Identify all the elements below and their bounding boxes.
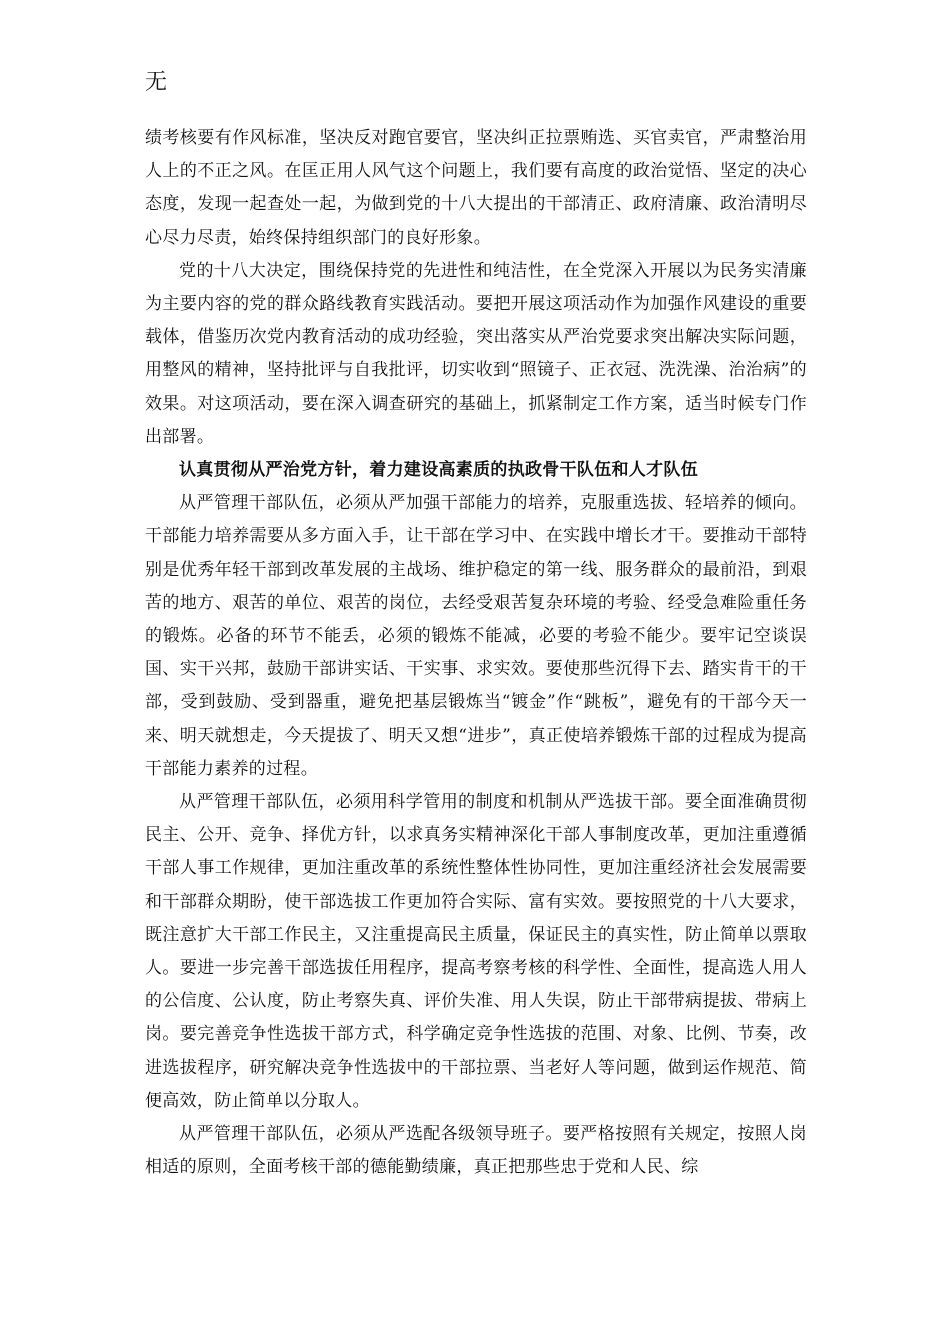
- paragraph-education-campaign: 党的十八大决定，围绕保持党的先进性和纯洁性，在全党深入开展以为民务实清廉为主要内容的党的群众路线教育实践活动。要把开展这项活动作为加强作风建设的重要载体，借鉴历次党内教育活动的成功经验，突出落实从严治党要求突出解决实际问题，用整风的精神，坚持批评与自我批评，切实收到“照镜子、正衣冠、洗洗澡、治治病”的效果。对这项活动，要在深入调查研究的基础上，抓紧制定工作方案，适当时候专门作出部署。: [145, 260, 807, 447]
- paragraph-leadership-teams: 从严管理干部队伍，必须从严选配各级领导班子。要严格按照有关规定，按照人岗相适的原则，全面考核干部的德能勤绩廉，真正把那些忠于党和人民、综: [145, 1124, 807, 1178]
- paragraph-continued: 绩考核要有作风标准，坚决反对跑官要官，坚决纠正拉票贿选、买官卖官，严肃整治用人上的不正之风。在匡正用人风气这个问题上，我们要有高度的政治觉悟、坚定的决心态度，发现一起查处一起，为做到党的十八大提出的干部清正、政府清廉、政治清明尽心尽力尽责，始终保持组织部门的良好形象。: [145, 128, 807, 248]
- document-body: [145, 122, 807, 1185]
- paragraph-cadre-training: 从严管理干部队伍，必须从严加强干部能力的培养，克服重选拔、轻培养的倾向。干部能力培养需要从多方面入手，让干部在学习中、在实践中增长才干。要推动干部特别是优秀年轻干部到改革发展的主战场、维护稳定的第一线、服务群众的最前沿，到艰苦的地方、艰苦的单位、艰苦的岗位，去经受艰苦复杂环境的考验、经受急难险重任务的锻炼。必备的环节不能丢，必须的锻炼不能减，必要的考验不能少。要牢记空谈误国、实干兴邦，鼓励干部讲实话、干实事、求实效。要使那些沉得下去、踏实肯干的干部，受到鼓励、受到器重，避免把基层锻炼当“镀金”作“跳板”，避免有的干部今天一来、明天就想走，今天提拔了、明天又想“进步”，真正使培养锻炼干部的过程成为提高干部能力素养的过程。: [145, 493, 807, 779]
- section-heading: 认真贯彻从严治党方针，着力建设高素质的执政骨干队伍和人才队伍: [179, 460, 698, 481]
- page-header-mark: 无: [145, 70, 168, 95]
- paragraph-cadre-selection: 从严管理干部队伍，必须用科学管用的制度和机制从严选拔干部。要全面准确贯彻民主、公开、竞争、择优方针，以求真务实精神深化干部人事制度改革，更加注重遵循干部人事工作规律，更加注重改革的系统性整体性协同性，更加注重经济社会发展需要和干部群众期盼，使干部选拔工作更加符合实际、富有实效。要按照党的十八大要求，既注意扩大干部工作民主，又注重提高民主质量，保证民主的真实性，防止简单以票取人。要进一步完善干部选拔任用程序，提高考察考核的科学性、全面性，提高选人用人的公信度、公认度，防止考察失真、评价失准、用人失误，防止干部带病提拔、带病上岗。要完善竞争性选拔干部方式，科学确定竞争性选拔的范围、对象、比例、节奏，改进选拔程序，研究解决竞争性选拔中的干部拉票、当老好人等问题，做到运作规范、简便高效，防止简单以分取人。: [145, 792, 807, 1111]
